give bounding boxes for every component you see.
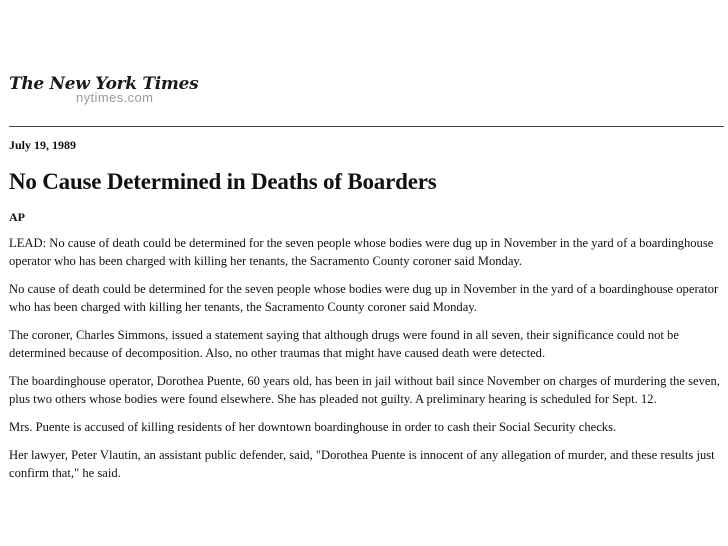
article-paragraph: No cause of death could be determined for the seven people whose bodies were dug up in November in the yard of a boardinghouse operator who has been charged with killing her tenants, the Sacramento County coroner said Monday. bbox=[9, 282, 719, 314]
article-byline: AP bbox=[9, 210, 25, 224]
article-headline: No Cause Determined in Deaths of Boarders bbox=[9, 169, 437, 194]
nyt-logo[interactable]: The New York Times bbox=[9, 74, 199, 94]
article-paragraph-lead: LEAD: No cause of death could be determined for the seven people whose bodies were dug up in November in the yard of a boardinghouse operator who has been charged with killing her tenants, the Sacramento County coroner said Monday. bbox=[9, 236, 714, 268]
article-date: July 19, 1989 bbox=[9, 138, 77, 152]
article-paragraph: The coroner, Charles Simmons, issued a statement saying that although drugs were found in all seven, their significance could not be determined because of decomposition. Also, no other traumas that might have caused death were detected. bbox=[9, 328, 679, 360]
article-body bbox=[9, 234, 724, 492]
masthead bbox=[9, 74, 269, 114]
nytimes-site-label: nytimes.com bbox=[76, 90, 154, 105]
article-paragraph: Mrs. Puente is accused of killing residents of her downtown boardinghouse in order to cash their Social Security checks. bbox=[9, 420, 617, 434]
article-paragraph: The boardinghouse operator, Dorothea Puente, 60 years old, has been in jail without bail since November on charges of murdering the seven, plus two others whose bodies were found elsewhere. She has pleaded not guilty. A preliminary hearing is scheduled for Sept. 12. bbox=[9, 374, 720, 406]
article-paragraph: Her lawyer, Peter Vlautin, an assistant public defender, said, "Dorothea Puente is innocent of any allegation of murder, and these results just confirm that," he said. bbox=[9, 448, 715, 480]
header-divider bbox=[9, 126, 724, 127]
